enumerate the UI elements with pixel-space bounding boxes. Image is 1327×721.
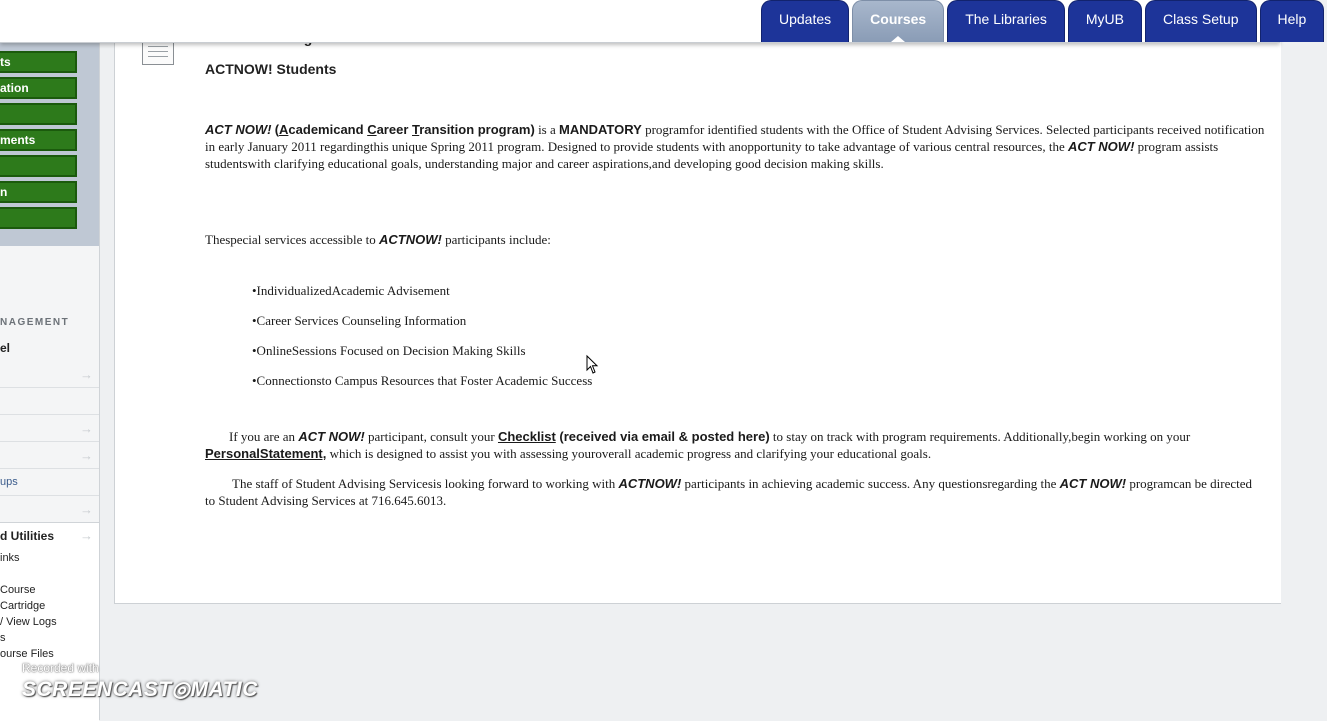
course-menu (0, 42, 99, 246)
tools-link[interactable]: Course (0, 584, 36, 596)
tab-myub[interactable]: MyUB (1068, 0, 1142, 42)
packages-utilities-heading[interactable]: d Utilities (0, 529, 55, 543)
emphasis-text: ACTNOW! (378, 232, 442, 247)
checklist-paragraph (205, 428, 1235, 462)
screencast-o-matic-logo: SCREENCAST◎MATIC (22, 678, 258, 701)
tools-link[interactable]: Cartridge (0, 600, 46, 612)
list-item: •IndividualizedAcademic Advisement (252, 283, 450, 298)
tab-help[interactable]: Help (1260, 0, 1325, 42)
emphasis-text: ACT NOW! (298, 429, 365, 444)
emphasis-text: T (412, 122, 420, 137)
body-text: participants in achieving academic success. Any questionsregarding the (681, 476, 1060, 491)
tools-link[interactable]: / View Logs (0, 616, 57, 628)
body-text: which is designed to assist you with assessing youroverall academic progress and clarifying your educational goals. (326, 446, 932, 461)
emphasis-text: ( (274, 122, 280, 137)
expand-arrow-icon[interactable]: → (80, 502, 93, 517)
divider (0, 441, 99, 442)
emphasis-text: ransition program) (419, 122, 535, 137)
control-panel-label[interactable]: el (0, 341, 11, 355)
divider (0, 414, 99, 415)
emphasis-text: A (279, 122, 289, 137)
tools-link[interactable]: ourse Files (0, 648, 54, 660)
services-intro (205, 231, 551, 248)
body-text: is a (534, 122, 560, 137)
content-area (114, 42, 1281, 604)
course-menu-button[interactable]: ments (0, 129, 77, 151)
list-item: •OnlineSessions Focused on Decision Making Skills (252, 343, 526, 358)
tools-link[interactable]: s (0, 632, 6, 644)
expand-arrow-icon[interactable]: → (80, 448, 93, 463)
tools-link[interactable]: inks (0, 552, 20, 564)
page-title: ACTNOW! Students (205, 61, 337, 77)
closing-paragraph (205, 475, 1255, 509)
intro-paragraph (205, 121, 1265, 172)
document-icon (142, 42, 174, 65)
course-menu-button[interactable]: ation (0, 77, 77, 99)
emphasis-text: ACT NOW! (205, 122, 272, 137)
emphasis-text: areer (376, 122, 412, 137)
top-navigation-bar (0, 0, 1307, 43)
course-menu-sidebar (0, 42, 100, 720)
body-text: to stay on track with program requirements. Additionally,begin working on your (769, 429, 1191, 444)
body-text: programcan be directed to Student Advising Services at 716.645.6013. (205, 476, 1253, 508)
list-item: •Career Services Counseling Information (252, 313, 467, 328)
tab-the-libraries[interactable]: The Libraries (947, 0, 1065, 42)
main-tabs (761, 0, 1327, 42)
expand-arrow-icon[interactable]: → (80, 367, 93, 382)
divider (0, 495, 99, 496)
recorded-with-text: Recorded with (22, 661, 99, 675)
course-menu-button[interactable] (0, 103, 77, 125)
divider (0, 387, 99, 388)
emphasis-text: ACT NOW! (1059, 476, 1127, 491)
mouse-cursor-icon (586, 355, 600, 375)
tab-updates[interactable]: Updates (761, 0, 849, 42)
body-text: programfor identified students with the Office of Student Advising Services. Selected participants received notification in early January 2011 regardingthis unique Spring 2011 program. Designed to provide students with anopportunity to take advantage of various central resources, the (205, 122, 1265, 154)
emphasis-text: cademicand (288, 122, 368, 137)
divider (0, 468, 99, 469)
collapse-arrow-icon[interactable]: → (80, 528, 93, 543)
emphasis-text: ACTNOW! (618, 476, 682, 491)
body-text: participants include: (441, 232, 551, 247)
list-item: •Connectionsto Campus Resources that Foster Academic Success (252, 373, 593, 388)
course-menu-button[interactable]: ts (0, 51, 77, 73)
personal-statement-link[interactable]: PersonalStatement, (205, 446, 327, 461)
expand-arrow-icon[interactable]: → (80, 421, 93, 436)
emphasis-text: MANDATORY (559, 122, 642, 137)
body-text: If you are an (229, 429, 299, 444)
tab-courses[interactable]: Courses (852, 0, 944, 42)
emphasis-text: C (367, 122, 377, 137)
checklist-link[interactable]: Checklist (497, 429, 556, 444)
body-text: Thespecial services accessible to (205, 232, 379, 247)
emphasis-text: ACT NOW! (1067, 139, 1135, 154)
course-menu-button[interactable]: n (0, 181, 77, 203)
course-menu-button[interactable] (0, 207, 77, 229)
body-text: The staff of Student Advising Servicesis looking forward to working with (232, 476, 619, 491)
emphasis-text: (received via email & posted here) (555, 429, 770, 444)
tab-class-setup[interactable]: Class Setup (1145, 0, 1256, 42)
body-text: program assists studentswith clarifying educational goals, understanding major and career aspirations,and developing good decision making skills. (205, 139, 1219, 171)
course-management-heading: NAGEMENT (0, 317, 70, 328)
groups-link[interactable]: ups (0, 476, 18, 488)
body-text: participant, consult your (364, 429, 498, 444)
course-menu-button[interactable] (0, 155, 77, 177)
